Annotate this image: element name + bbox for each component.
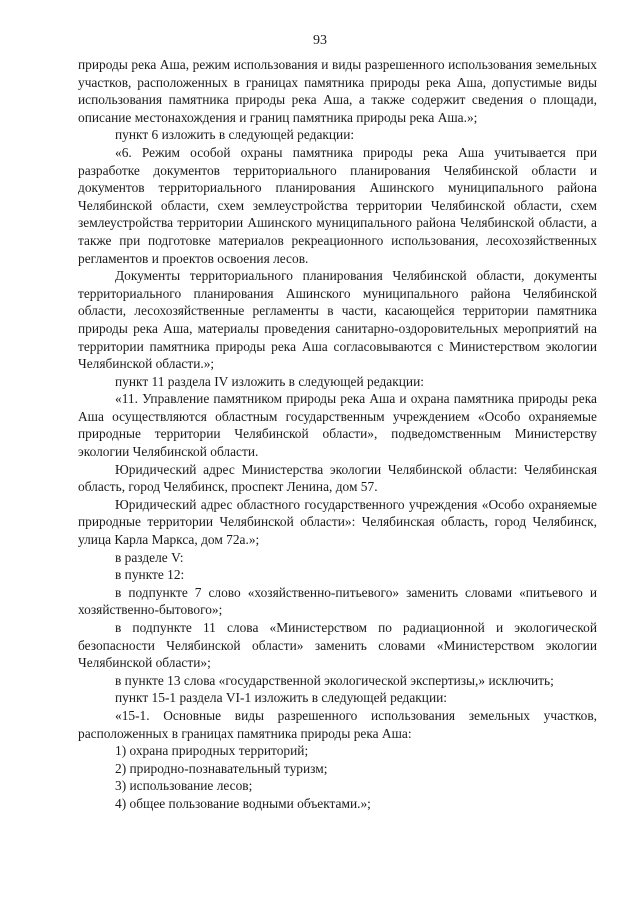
paragraph-5: пункт 11 раздела IV изложить в следующей редакции: [115,373,424,389]
paragraph-1: природы река Аша, режим использования и виды разрешенного использования земельных участков, расположенных в границах памятника природы река Аша, допустимые виды использования памятника природы река Аша, а также содержит сведения о площади, описание местонахождения и границ памятника природы река Аша.»; [78,57,597,125]
paragraph-8: Юридический адрес областного государственного учреждения «Особо охраняемые природные территории Челябинской области»: Челябинская область, город Челябинск, улица Карла Маркса, дом 72а.»; [78,496,597,548]
list-item-4: 4) общее пользование водными объектами.»; [115,795,371,811]
paragraph-4: Документы территориального планирования Челябинской области, документы территориального планирования Ашинского муниципального района Челябинской области, лесохозяйственные регламенты в части, касающейся территории памятника природы река Аша, материалы проведения санитарно-оздоровительных мероприятий на территории памятника природы река Аша согласовываются с Министерством экологии Челябинской области.»; [78,268,597,372]
paragraph-11: в подпункте 7 слово «хозяйственно-питьевого» заменить словами «питьевого и хозяйственно-бытового»; [78,584,597,618]
paragraph-15: «15-1. Основные виды разрешенного использования земельных участков, расположенных в границах памятника природы река Аша: [78,707,597,741]
list-item-3: 3) использование лесов; [115,778,253,794]
list-item-2: 2) природно-познавательный туризм; [115,760,328,776]
paragraph-13: в пункте 13 слова «государственной экологической экспертизы,» исключить; [115,672,554,688]
paragraph-2: пункт 6 изложить в следующей редакции: [115,127,355,143]
paragraph-12: в подпункте 11 слова «Министерством по радиационной и экологической безопасности Челябинской области» заменить словами «Министерством экологии Челябинской области»; [78,620,597,671]
paragraph-7: Юридический адрес Министерства экологии Челябинской области: Челябинская область, город Челябинск, проспект Ленина, дом 57. [78,461,597,495]
paragraph-3: «6. Режим особой охраны памятника природы река Аша учитывается при разработке документов территориального планирования Челябинской области и документов территориального планирования Ашинского муниципального района Челябинской области, схем землеустройства территории Челябинской области, схем землеустройства территории Ашинского муниципального района Челябинской области, а также при подготовке материалов рекреационного использования, лесохозяйственных регламентов и проектов освоения лесов. [78,144,597,266]
paragraph-9: в разделе V: [115,549,184,565]
document-body [78,56,597,813]
paragraph-10: в пункте 12: [115,567,185,583]
paragraph-14: пункт 15-1 раздела VI-1 изложить в следующей редакции: [115,690,448,706]
list-item-1: 1) охрана природных территорий; [115,743,309,759]
paragraph-6: «11. Управление памятником природы река Аша и охрана памятника природы река Аша осуществляются областным государственным учреждением «Особо охраняемые природные территории Челябинской области», подведомственным Министерству экологии Челябинской области. [78,391,597,460]
page-number: 93 [313,33,327,48]
